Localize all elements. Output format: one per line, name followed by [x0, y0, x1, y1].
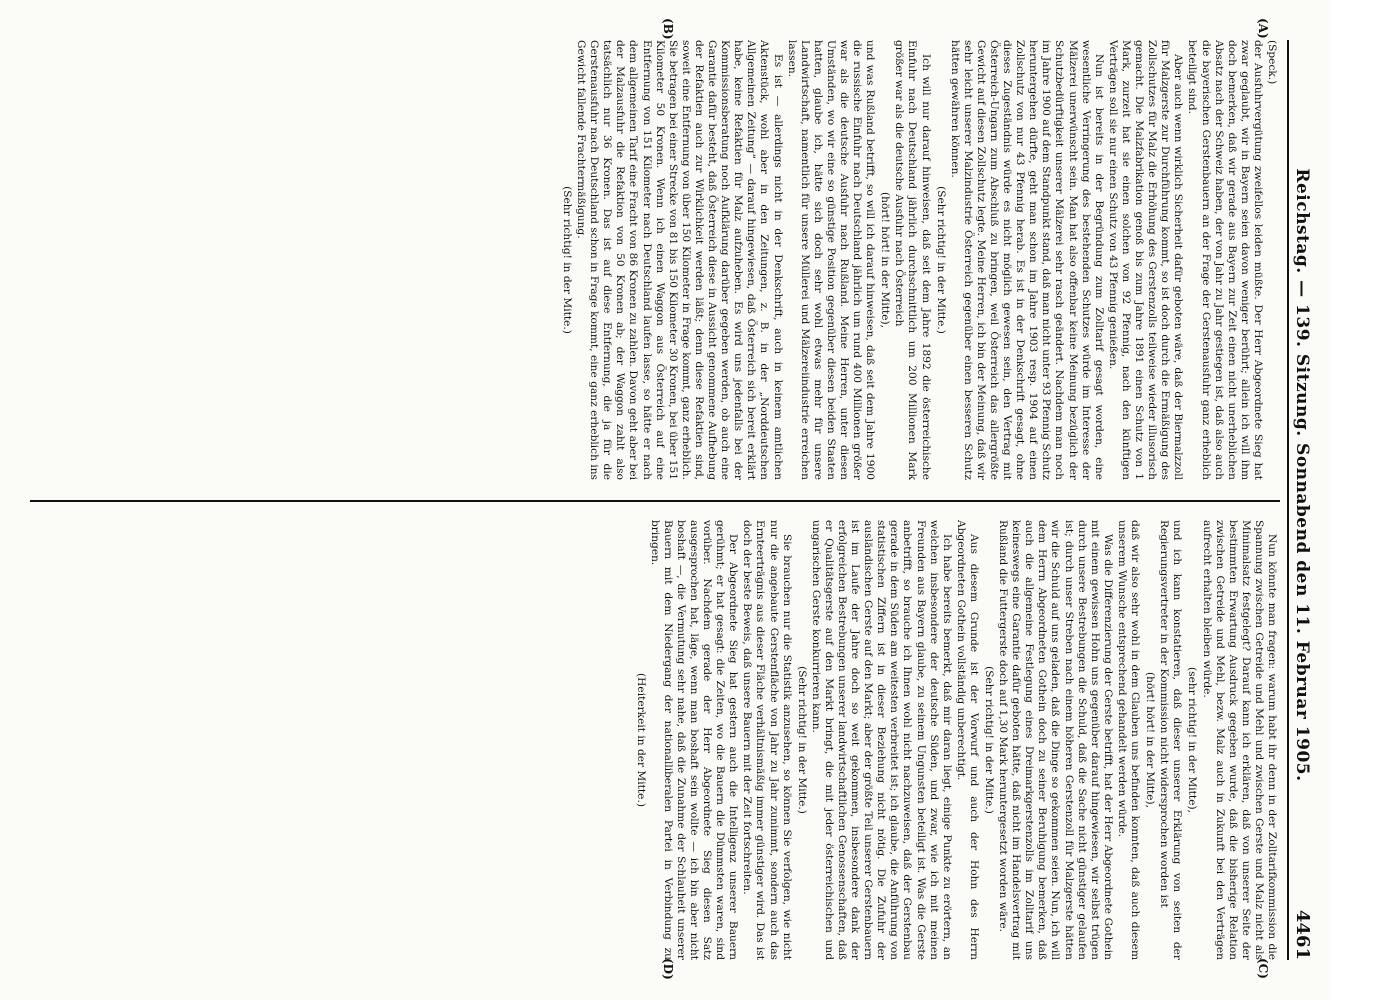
interjection: (Sehr richtig! in der Mitte.) — [934, 186, 947, 334]
paragraph: Es ist — allerdings nicht in der Denkschrift, auch in keinem amtlichen Aktenstück, wohl aber in den Zeitungen, z. B. in der „Norddeutschen Allgemeinen Zeitung“ — darauf hingewiesen, daß Österreich sich bereit erklärt habe, keine Refaktien für Malz aufzuheben. Es wird uns jedenfalls bei der Kommissionsberatung noch Aufklärung darüber gegeben werden, ob auch eine Garantie dafür besteht, daß Österreich diese in Aussicht genommene Aufhebung der Refaktien auch zur Wirklichkeit werden läßt; denn diese Refaktien sind, soweit eine Entfernung von über 150 Kilometer in Frage kommt, ganz erheblich. Sie betragen bei einer Strecke von 81 bis 150 Kilometer 30 Kronen, bei über 151 Kilometer 50 Kronen. Wenn ich einen Waggon aus Österreich auf eine Entfernung von 151 Kilometer nach Deutschland laufen lasse, so hätte er nach dem allgemeinen Tarif eine Fracht von 86 Kronen zu zahlen. Davon geht aber bei der Malzausfuhr die Refaktion von 50 Kronen ab; der Waggon zahlt also tatsächlich nur 36 Kronen. Das ist auf diese Entfernung, die ja für die Gerstenausfuhr nach Deutschland schon in Frage kommt, eine ganz erheblich ins Gewicht fallende Frachtermäßigung. — [575, 40, 784, 480]
interjection: (Sehr richtig! in der Mitte.) — [561, 186, 574, 334]
paragraph: der Ausfuhrvergütung zweifellos leiden müßte. Der Herr Abgeordnete Sieg hat zwar geglaubt, wir in Bayern seien davon weniger berührt; allein ich will ihm doch bemerken, daß wir gerade aus Bayern zur Zeit einen nicht unerheblichen Absatz nach der Schweiz haben, der von Jahr zu Jahr gestiegen ist, daß also auch die bayerischen Gerstenbauern an der Frage der Gerstenausfuhr ganz erheblich beteiligt sind. — [1186, 40, 1264, 480]
interjection: (Sehr richtig! in der Mitte.) — [795, 666, 808, 814]
margin-mark-b: (B) — [661, 18, 675, 40]
interjection: (Heiterkeit in der Mitte.) — [634, 673, 647, 807]
paragraph: Nun ist bereits in der Begründung zum Zolltarif gesagt worden, eine wesentliche Verringerung des bestehenden Schutzes würde im Interesse der Mälzerei unerwünscht sein. Man hat also offenbar keine Meinung bezüglich der Schutzbedürftigkeit unserer Mälzerei sehr rasch geändert. Nachdem man noch im Jahre 1900 auf dem Standpunkt stand, daß man nicht unter 93 Pfennig Schutz heruntergehen dürfte, geht man schon im Jahre 1903 resp. 1904 auf einen Zollschutz von nur 43 Pfennig herab. Es ist in der Denkschrift gesagt, ohne dieses Zugeständnis würde es nicht möglich gewesen sein, den Vertrag mit Österreich-Ungarn zum Abschluß zu bringen, weil Österreich das allergrößte Gewicht auf diesen Zollschutz legte. Meine Herren, ich bin der Meinung, daß wir sehr leicht unserer Malzindustrie Österreich gegenüber einen besseren Schutz hätten gewähren können. — [948, 40, 1105, 480]
paragraph: Aus diesem Grunde ist der Vorwurf und auch der Hohn des Herrn Abgeordneten Gothein vollständig unberechtigt. — [954, 520, 980, 960]
paragraph: daß wir also sehr wohl in dem Glauben uns befinden konnten, daß auch diesem unserem Wunsche entsprechend gehandelt werden würde. — [1115, 520, 1142, 960]
paragraph: und ich kann konstatieren, daß dieser unserer Erklärung von seiten der Regierungsvertreter in der Kommission nicht widersprochen worden ist — [1158, 520, 1184, 960]
page-title: Reichstag. — 139. Sitzung. Sonnabend den 11. Februar 1905. — [1292, 168, 1312, 782]
paragraph: Sie brauchen nur die Statistik anzusehen, so können Sie verfolgen, wie nicht nur die angebaute Gerstenfläche von Jahr zu Jahr zunimmt, sondern auch das Ernteerträgnis aus dieser Fläche verhältnismäßig immer günstiger wird. Das ist doch der beste Beweis, daß unsere Bauern mit der Zeit fortschreiten. — [741, 520, 793, 960]
interjection: (Sehr richtig! in der Mitte.) — [983, 666, 996, 814]
paragraph: Der Abgeordnete Sieg hat gestern auch die Intelligenz unserer Bauern gerühmt; er hat gesagt: die Zeiten, wo die Bauern die Dümmsten waren, sind vorüber. Nachdem gerade der Herr Abgeordnete Sieg diesen Satz ausgesprochen hat, läge, wenn man boshaft sein wollte — ich bin aber nicht boshaft —, die Vermutung sehr nahe, daß die Zunahme der Schlauheit unserer Bauern mit dem Niedergang der nationalliberalen Partei in Verbindung zu bringen. — [648, 520, 740, 960]
paragraph: Was die Differenzierung der Gerste betrifft, hat der Herr Abgeordnete Gothein mit einem gewissen Hohn uns gegenüber darauf hingewiesen, wir selbst trügen durch unsere Bestrebungen die Schuld, daß die Sache nicht günstiger gelaufen ist; durch unser Streben nach einem höheren Gerstenzoll für Malzgerste hätten wir die Schuld auf uns geladen, daß die Dinge so gekommen seien. Nun, ich will dem Herrn Abgeordneten Gothein doch zu seiner Beruhigung bemerken, daß auch die allgemeine Festlegung eines Dreimarkgerstenzolls im Zolltarif uns keineswegs eine Garantie dafür geboten hätte, daß nicht im Handelsvertrag mit Rußland die Futtergerste doch auf 1,30 Mark heruntergesetzt worden wäre. — [997, 520, 1114, 960]
paragraph: Ich habe bereits bemerkt, daß mir daran liegt, einige Punkte zu erörtern, an welchen insbesondere der deutsche Süden, und zwar, wie ich mit meinen Freunden aus Bayern glaube, zu seinem Ungunsten beteiligt ist. Was die Gerste anbetrifft, so brauche ich Ihnen wohl nicht nachzuweisen, daß der Gerstenbau gerade in dem Süden am weitesten verbreitet ist; ich glaube, die Anführung von statistischen Ziffern ist in dieser Beziehung nicht nötig. Die Zufuhr der ausländischen Gerste auf den Markt; aber der größte Teil unserer Gerstenbauern ist im Laufe der Jahre doch so weit gekommen, insbesondere dank der erfolgreichen Bestrebungen unserer landwirtschaftlichen Genossenschaften, daß er Qualitätsgerste auf den Markt bringt, die mit jeder österreichischen und ungarischen Gerste konkurrieren kann. — [809, 520, 953, 960]
right-text-column — [20, 520, 1278, 960]
column-divider — [30, 500, 1280, 502]
paragraph: und was Rußland betrifft, so will ich darauf hinweisen, daß seit dem Jahre 1900 die russische Einfuhr nach Deutschland jährlich um rund 400 Millionen größer war als die deutsche Ausfuhr nach Rußland. Meine Herren, unter diesen Umständen, wo wir eine so günstige Position gegenüber diesen beiden Staaten hatten, glaube ich, hätte sich doch sehr wohl etwas mehr für unsere Landwirtschaft, namentlich für unsere Müllerei und Mälzereiindustrie erreichen lassen. — [785, 40, 877, 480]
paragraph: Ich will nur darauf hinweisen, daß seit dem Jahre 1892 die österreichische Einfuhr nach Deutschland jährlich durchschnittlich um 200 Millionen Mark größer war als die deutsche Ausfuhr nach Österreich — [893, 40, 932, 480]
page-header — [1287, 40, 1318, 960]
margin-mark-d: (D) — [661, 958, 675, 980]
paragraph: Nun könnte man fragen: warum habt ihr denn in der Zolltarifkommission die Spannung zwischen Getreide und Mehl und zwischen Gerste und Malz nicht als Minimalsatz festgelegt? Darauf kann ich erklären, daß von unserer Seite der bestimmten Erwartung Ausdruck gegeben wurde, daß die bisherige Relation zwischen Getreide und Mehl, bezw. Malz auch in Zukunft bei den Verträgen aufrecht erhalten bleiben würde. — [1200, 520, 1278, 960]
left-text-column — [20, 40, 1278, 480]
margin-mark-a: (A) — [1256, 18, 1270, 39]
margin-mark-c: (C) — [1256, 958, 1270, 979]
interjection: (hört! hört! in der Mitte), — [1144, 671, 1157, 808]
interjection: (sehr richtig! in der Mitte), — [1186, 667, 1199, 813]
page-number: 4461 — [1292, 909, 1313, 960]
interjection: (hört! hört! in der Mitte), — [879, 191, 892, 328]
speaker-label: (Speck.) — [1266, 40, 1278, 85]
paragraph: Aber auch wenn wirklich Sicherheit dafür geboten wäre, daß der Biermalzzoll für Malzgerste zur Durchführung kommt, so ist doch durch die Ermäßigung des Zollschutzes für Malz die Erhöhung des Gerstenzolls teilweise wieder illusorisch gemacht. Die Malzfabrikation genoß bis zum Jahre 1891 einen Schutz von 1 Mark, zurzeit hat sie einen solchen von 92 Pfennig, nach den künftigen Verträgen soll sie nur einen Schutz von 43 Pfennig genießen. — [1106, 40, 1185, 480]
